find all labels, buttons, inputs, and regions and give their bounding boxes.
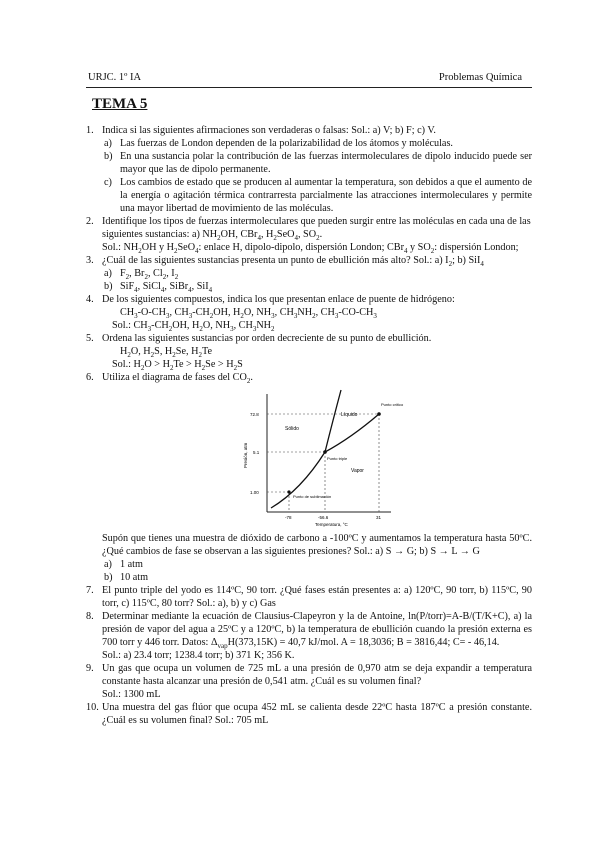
problem-6-body: Supón que tienes una muestra de dióxido de carbono a -100ºC y aumentamos la temperatura hasta 50ºC. ¿Qué cambios de fase se observan a las siguientes presiones? Sol.: a) S → G; b) S → L → G: [102, 533, 532, 557]
problem-5: 5. Ordena las siguientes sustancias por orden decreciente de su punto de ebullición.: [86, 333, 432, 344]
problem-4-compounds: $CH_3-O-CH_3$, $CH_3-CH_2OH$, $H_2O$, $NH_3$, $CH_3NH_2$, $CH_3-CO-CH_3$: [120, 307, 377, 321]
problem-9-solution: Sol.: 1300 mL: [102, 689, 161, 700]
problem-8: 8. Determinar mediante la ecuación de Clausius-Clapeyron y la de Antoine, ln(P/torr)=A-B/(T/K+C), a) la presión de vapor del agua a 25ºC y a 120ºC, b) la temperatura de ebullición cuando la presión externa es 700 torr y 446 torr. Datos: $\Delta_{vap}H(373,15K) = 40,7$ kJ/mol. A = 18,3036; B = 3816,44; C= - 46,14.: [86, 611, 532, 651]
triple-point-marker: [323, 450, 327, 454]
problem-4: 4. De los siguientes compuestos, indica los que presentan enlace de puente de hidrógeno:: [86, 294, 455, 305]
page-title: TEMA 5: [92, 96, 148, 112]
problem-3-a: a) $F_2$, $Br_2$, $Cl_2$, $I_2$: [104, 268, 179, 282]
y-tick-5: 5.1: [253, 450, 260, 455]
y-axis-label: Presión, atm: [243, 442, 248, 468]
y-tick-1: 1.00: [250, 490, 259, 495]
x-axis-label: Temperatura, °C: [315, 522, 348, 527]
header-left: URJC. 1º IA: [88, 72, 142, 83]
problem-1-c: c) Los cambios de estado que se producen al aumentar la temperatura, son debidos a que el aumento de la energía o agitación térmica contrarresta parcialmente las atracciones intermoleculares y permite una mayor libertad de movimiento de las moléculas.: [104, 177, 532, 214]
problem-list: [86, 124, 532, 727]
critical-point-marker: [377, 412, 381, 416]
problem-5-solution: Sol.: $H_2O > H_2Te > H_2Se > H_2S$: [112, 359, 243, 373]
triple-point-label: Punto triple: [327, 456, 348, 461]
problem-6-a: a) 1 atm: [104, 559, 143, 570]
problem-5-substances: $H_2O$, $H_2S$, $H_2Se$, $H_2Te$: [120, 346, 212, 360]
melting-curve: [325, 390, 341, 452]
problem-1: [86, 124, 532, 137]
problem-7: 7. El punto triple del yodo es 114ºC, 90 torr. ¿Qué fases están presentes a: a) 120ºC, 90 torr, b) 115ºC, 90 torr, c) 115ºC, 80 torr? Sol.: a), b) y c) Gas: [86, 585, 532, 609]
x-tick-31: 31: [376, 515, 382, 520]
problem-1-a: a) Las fuerzas de London dependen de la polarizabilidad de los átomos y moléculas.: [104, 138, 453, 149]
problem-2: 2. Identifique los tipos de fuerzas intermoleculares que pueden surgir entre las moléculas en cada una de las siguientes sustancias: a) $NH_2OH$, CBr$_4$, $H_2SeO_4$, $SO_2$.: [86, 216, 531, 243]
x-tick-78: -78: [285, 515, 292, 520]
y-tick-72: 72.8: [250, 412, 259, 417]
problem-10: 10. Una muestra del gas flúor que ocupa 452 mL se calienta desde 22ºC hasta 187ºC a presión constante. ¿Cuál es su volumen final? Sol.: 705 mL: [86, 702, 532, 726]
problem-6-b: b) 10 atm: [104, 572, 149, 583]
problem-3-b: b) SiF$_4$, SiCl$_4$, SiBr$_4$, SiI$_4$: [104, 281, 213, 295]
header-right: Problemas Química: [438, 72, 522, 83]
x-tick-56: -56.6: [318, 515, 329, 520]
problem-1-b: b) En una sustancia polar la contribución de las fuerzas intermoleculares de dipolo inducido puede ser mayor que las de dipolo permanente.: [104, 151, 532, 175]
problem-number: 1.: [86, 125, 94, 136]
problem-text: Indica si las siguientes afirmaciones son verdaderas o falsas: Sol.: a) V; b) F; c) V.: [102, 125, 436, 136]
sublimation-point-label: Punto de sublimación: [293, 494, 332, 499]
problem-4-solution: Sol.: $CH_3-CH_2OH$, $H_2O$, $NH_3$, $CH_3NH_2$: [112, 320, 275, 334]
sublimation-curve: [271, 452, 325, 508]
page-header: [86, 70, 532, 88]
solid-label: Sólido: [285, 426, 299, 432]
problem-9: 9. Un gas que ocupa un volumen de 725 mL a una presión de 0,970 atm se deja expandir a temperatura constante hasta alcanzar una presión de 0,541 atm. ¿Cuál es su volumen final?: [86, 663, 532, 687]
problem-8-solution: Sol.: a) 23.4 torr; 1238.4 torr; b) 371 K; 356 K.: [102, 650, 295, 661]
co2-phase-diagram: [241, 388, 404, 528]
problem-2-solution: Sol.: $NH_2OH$ y $H_2SeO_4$: enlace H, dipolo-dipolo, dispersión London; CBr$_4$ y $SO_2$: dispersión London;: [102, 242, 519, 256]
problem-3: 3. ¿Cuál de las siguientes sustancias presenta un punto de ebullición más alto? Sol.: a) $I_2$; b) SiI$_4$: [86, 255, 484, 269]
vapor-label: Vapor: [351, 468, 364, 474]
phase-diagram-svg: [241, 388, 404, 528]
critical-point-label: Punto crítico: [381, 402, 404, 407]
sublimation-point-marker: [287, 490, 290, 493]
liquid-label: Líquido: [341, 412, 358, 418]
problem-6: 6. Utiliza el diagrama de fases del $CO_2$.: [86, 372, 253, 386]
